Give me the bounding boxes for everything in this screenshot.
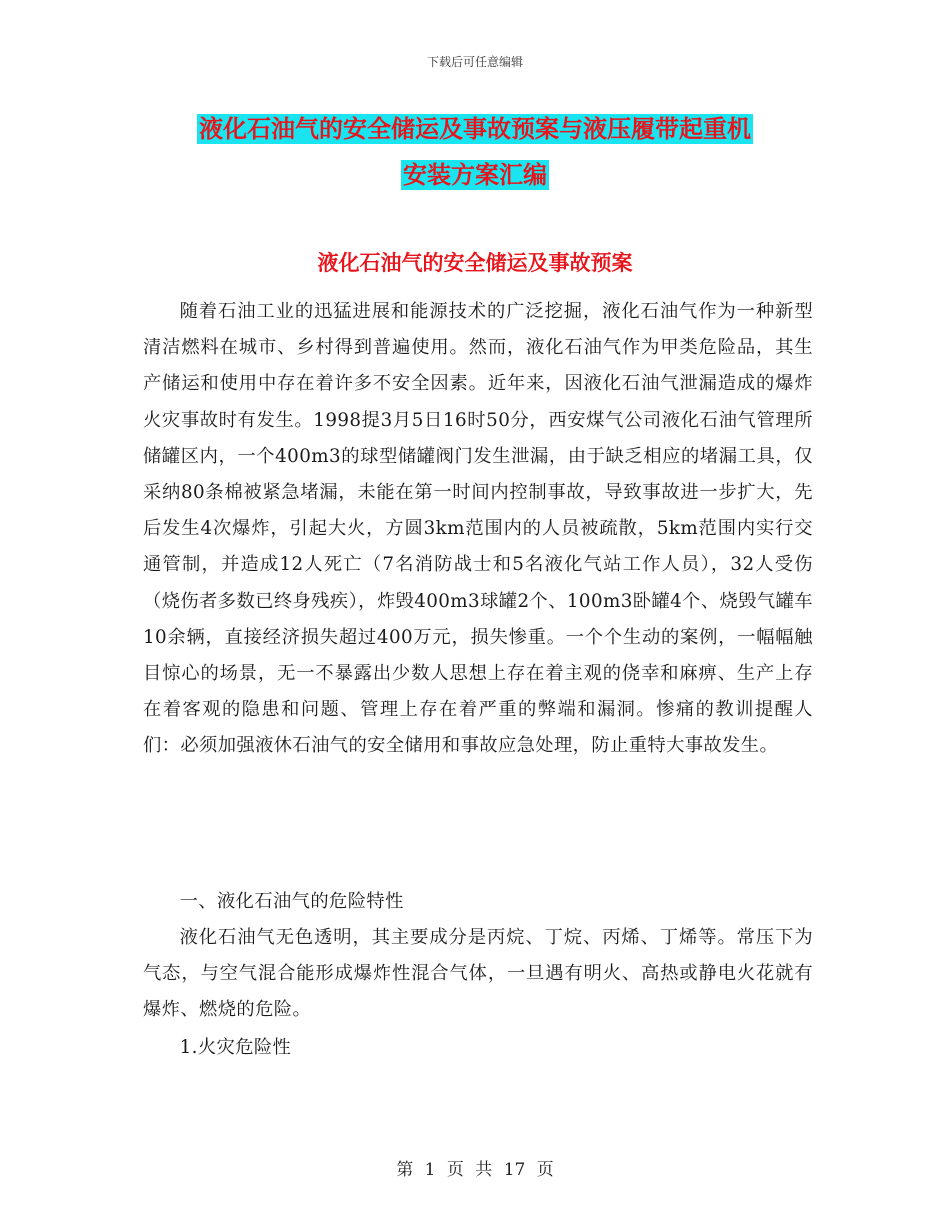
document-title-line-2-text: 安装方案汇编 bbox=[403, 161, 547, 189]
section-title: 液化石油气的安全储运及事故预案 bbox=[317, 251, 633, 275]
page-number-footer: 第 1 页 共 17 页 bbox=[396, 1160, 554, 1180]
document-title-line-1-text: 液化石油气的安全储运及事故预案与液压履带起重机 bbox=[199, 115, 751, 143]
intro-paragraph: 随着石油工业的迅猛进展和能源技术的广泛挖掘，液化石油气作为一种新型清洁燃料在城市、乡村得到普遍使用。然而，液化石油气作为甲类危险品，其生产储运和使用中存在着许多不安全因素。近年来，因液化石油气泄漏造成的爆炸火灾事故时有发生。1998提3月5日16时50分，西安煤气公司液化石油气管理所储罐区内，一个400m3的球型储罐阀门发生泄漏，由于缺乏相应的堵漏工具，仅采纳80条棉被紧急堵漏，未能在第一时间内控制事故，导致事故进一步扩大，先后发生4次爆炸，引起大火，方圆3km范围内的人员被疏散，5km范围内实行交通管制，并造成12人死亡（7名消防战士和5名液化气站工作人员），32人受伤（烧伤者多数已终身残疾），炸毁400m3球罐2个、100m3卧罐4个、烧毁气罐车10余辆，直接经济损失超过400万元，损失惨重。一个个生动的案例，一幅幅触目惊心的场景，无一不暴露出少数人思想上存在着主观的侥幸和麻痹、生产上存在着客观的隐患和问题、管理上存在着严重的弊端和漏洞。惨痛的教训提醒人们：必须加强液休石油气的安全储用和事故应急处理，防止重特大事故发生。 bbox=[143, 301, 813, 757]
page-header-note: 下载后可任意编辑 bbox=[426, 55, 523, 69]
document-title-line-1 bbox=[0, 112, 950, 146]
document-title-line-2 bbox=[0, 158, 950, 192]
hazard-paragraph: 液化石油气无色透明，其主要成分是丙烷、丁烷、丙烯、丁烯等。常压下为气态，与空气混合能形成爆炸性混合气体，一旦遇有明火、高热或静电火花就有爆炸、燃烧的危险。 bbox=[143, 927, 813, 1021]
heading-hazard-characteristics: 一、液化石油气的危险特性 bbox=[179, 891, 404, 912]
subheading-fire-hazard: 1.火灾危险性 bbox=[179, 1037, 292, 1058]
